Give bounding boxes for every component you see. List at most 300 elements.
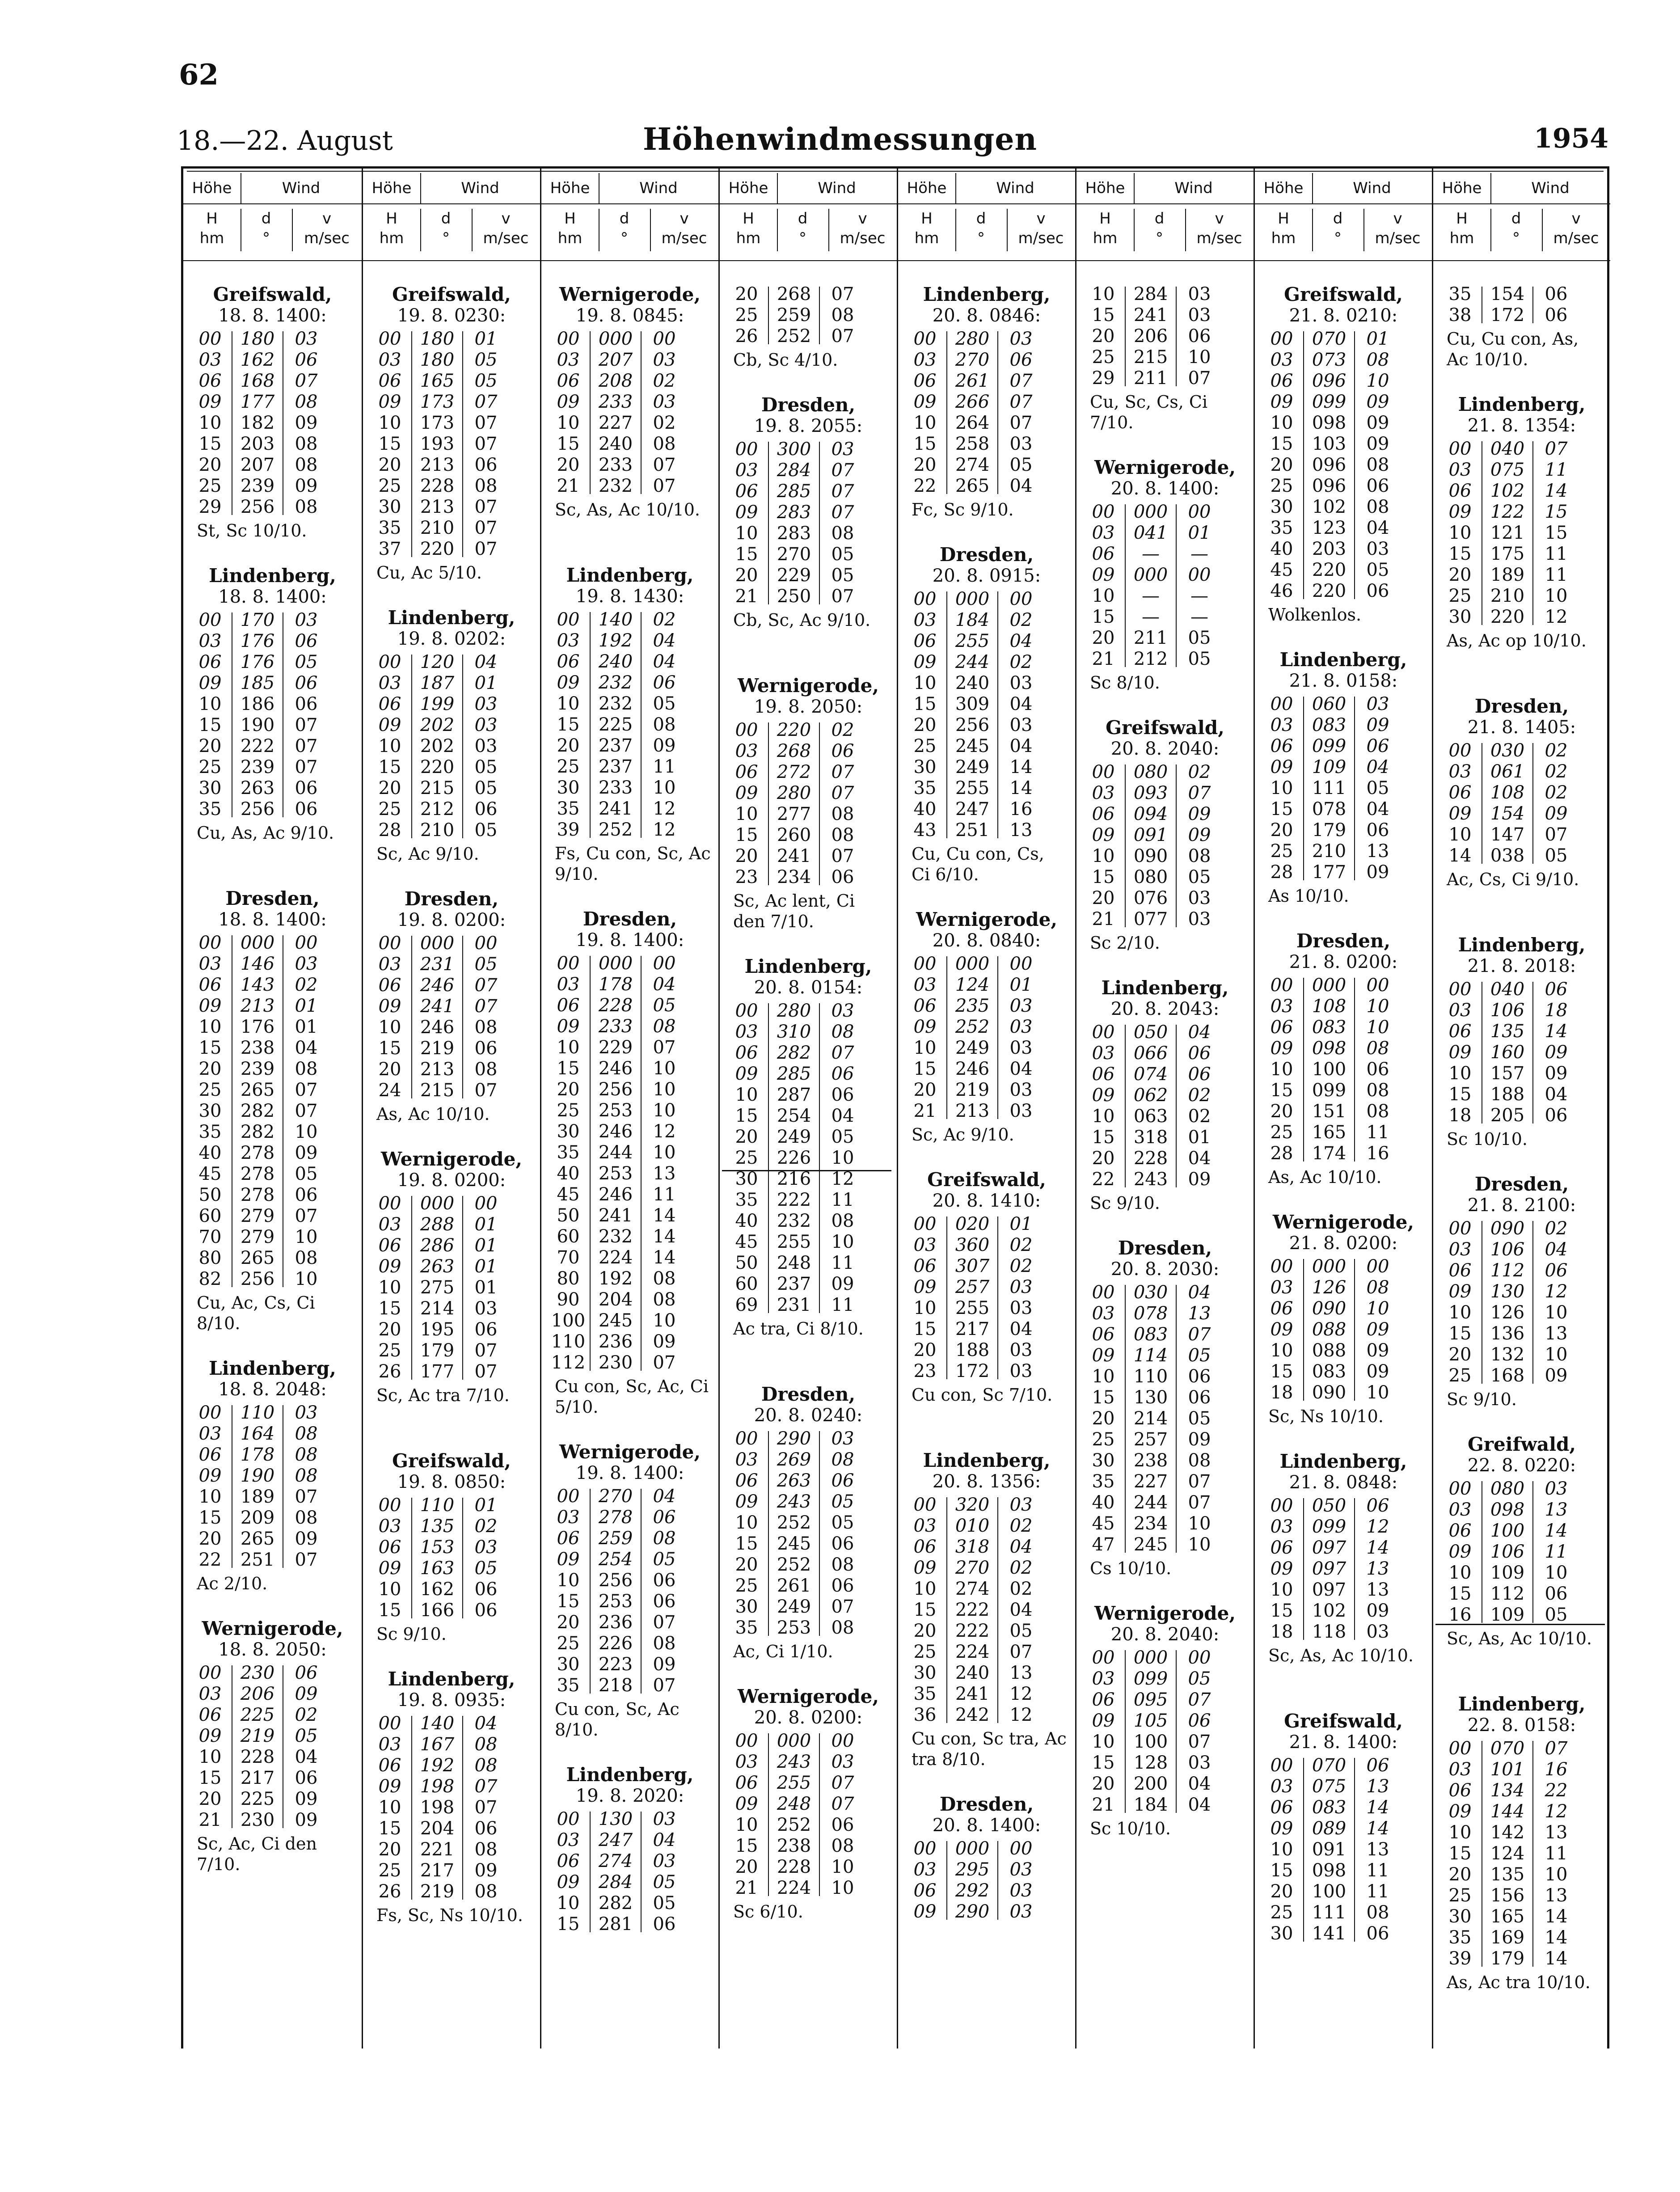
table-row (898, 1059, 1075, 1080)
height-hm: 09 (1092, 825, 1115, 845)
wind-speed: 03 (474, 1537, 498, 1558)
height-hm: 10 (378, 736, 401, 756)
wind-direction: 176 (240, 1017, 275, 1037)
height-hm: 15 (378, 1818, 401, 1839)
wind-speed: 00 (474, 1193, 498, 1214)
wind-direction: 165 (1312, 1122, 1347, 1143)
wind-speed: 07 (474, 413, 498, 433)
table-row (183, 1017, 362, 1038)
height-hm: 22 (913, 476, 937, 496)
table-row (1076, 649, 1254, 670)
header-v-unit (472, 209, 540, 251)
wind-direction: 255 (955, 778, 990, 798)
wind-direction: 256 (240, 1269, 275, 1289)
header-ms: m/sec (1553, 229, 1599, 247)
height-hm: 36 (913, 1705, 937, 1725)
wind-speed: 07 (831, 326, 854, 346)
wind-direction: 192 (420, 1755, 455, 1776)
wind-speed: 10 (295, 1122, 318, 1142)
wind-speed: 13 (1366, 1558, 1389, 1579)
header-hoehe: Höhe (1433, 173, 1491, 204)
wind-speed: 06 (1545, 1584, 1568, 1604)
cloud-observation: Ac, Cs, Ci 9/10. (1447, 870, 1579, 889)
wind-direction: 245 (598, 1310, 633, 1331)
wind-speed: 05 (1188, 1408, 1211, 1429)
header-ms: m/sec (304, 229, 350, 247)
height-hm: 25 (378, 799, 401, 819)
wind-speed: 13 (1545, 1323, 1568, 1344)
wind-direction: 078 (1312, 799, 1347, 819)
wind-speed: 09 (653, 1331, 676, 1352)
wind-speed: 03 (1009, 673, 1033, 693)
wind-direction: 320 (955, 1495, 990, 1515)
wind-speed: 10 (653, 1058, 676, 1079)
wind-direction: 236 (598, 1331, 633, 1352)
height-hm: 22 (198, 1550, 222, 1570)
height-hm: 10 (1270, 778, 1293, 798)
wind-speed: 10 (295, 1269, 318, 1289)
station-block (1433, 934, 1610, 1149)
height-hm: 21 (1092, 1795, 1115, 1815)
table-row (1255, 1923, 1432, 1944)
wind-direction: 198 (420, 1797, 455, 1818)
height-hm: 40 (198, 1143, 222, 1163)
wind-speed: 03 (1009, 1361, 1033, 1381)
height-hm: 30 (557, 1121, 580, 1142)
station-datetime: 22. 8. 0158: (1467, 1715, 1576, 1736)
height-hm: 00 (735, 1731, 758, 1751)
table-row (898, 1859, 1075, 1880)
table-row (1433, 1063, 1610, 1084)
header-deg: ° (621, 229, 628, 247)
wind-direction: 253 (598, 1591, 633, 1612)
wind-speed: 06 (1366, 820, 1389, 840)
wind-direction: 168 (1490, 1365, 1525, 1386)
height-hm: 15 (735, 1106, 758, 1126)
table-row (183, 1227, 362, 1248)
station-block (1433, 696, 1610, 890)
station-block (183, 284, 362, 541)
wind-speed: 13 (1366, 1776, 1389, 1797)
table-row (898, 413, 1075, 434)
table-row (1433, 1584, 1610, 1605)
wind-speed: 03 (653, 392, 676, 412)
height-hm: 35 (1270, 518, 1293, 538)
table-row (1255, 1776, 1432, 1797)
table-row (1076, 1345, 1254, 1366)
height-hm: 25 (198, 757, 222, 777)
wind-direction: 204 (598, 1289, 633, 1310)
wind-direction: 270 (955, 1558, 990, 1578)
column-header (363, 173, 540, 258)
table-row (363, 736, 540, 757)
station-block (541, 1441, 718, 1740)
wind-direction: 140 (420, 1713, 455, 1734)
cloud-observation: Cb, Sc, Ac 9/10. (733, 610, 871, 630)
height-hm: 10 (557, 1893, 580, 1913)
table-row (183, 1466, 362, 1487)
wind-speed: 03 (653, 1809, 676, 1829)
wind-direction: 143 (240, 975, 275, 995)
height-hm: 15 (1270, 1361, 1293, 1382)
height-hm: 18 (1270, 1382, 1293, 1403)
station-block (1076, 457, 1254, 693)
height-hm: 15 (378, 1600, 401, 1621)
wind-speed: 03 (831, 1752, 854, 1772)
height-hm: 06 (913, 996, 937, 1016)
height-hm: 03 (198, 350, 222, 370)
height-hm: 06 (913, 631, 937, 651)
wind-speed: 04 (1009, 1059, 1033, 1079)
station-name: Wernigerode, (737, 1685, 879, 1707)
height-hm: 15 (1448, 1323, 1472, 1344)
table-row (898, 778, 1075, 799)
wind-direction: 222 (955, 1600, 990, 1620)
height-hm: 15 (378, 1298, 401, 1319)
wind-direction: 233 (598, 777, 633, 798)
station-name: Lindenberg, (1458, 934, 1586, 956)
wind-direction: 222 (777, 1190, 811, 1210)
height-hm: 06 (378, 1235, 401, 1256)
wind-direction: 168 (240, 371, 275, 391)
height-hm: 10 (735, 1512, 758, 1533)
wind-speed: 07 (1188, 368, 1211, 389)
height-hm: 10 (557, 1037, 580, 1058)
table-row (720, 1428, 897, 1449)
wind-speed: 06 (831, 1533, 854, 1554)
wind-direction: 076 (1133, 888, 1168, 908)
wind-speed: 07 (474, 1080, 498, 1101)
wind-direction: 102 (1490, 481, 1525, 501)
station-name: Lindenberg, (923, 283, 1051, 305)
station-datetime: 20. 8. 1356: (932, 1471, 1041, 1492)
wind-direction: 210 (1312, 841, 1347, 862)
height-hm: 20 (1092, 628, 1115, 648)
table-row (1076, 1429, 1254, 1450)
wind-speed: 09 (474, 1860, 498, 1881)
table-row (1433, 460, 1610, 481)
table-row (363, 1059, 540, 1080)
cloud-observation: As, Ac tra 10/10. (1447, 1972, 1591, 1992)
wind-direction: 300 (777, 439, 811, 460)
wind-direction: 040 (1490, 979, 1525, 1000)
table-row (183, 497, 362, 518)
wind-direction: 250 (777, 586, 811, 607)
height-hm: 10 (198, 694, 222, 714)
wind-direction: 100 (1490, 1520, 1525, 1541)
height-hm: 10 (1092, 586, 1115, 606)
wind-speed: 14 (1545, 481, 1568, 501)
table-row (363, 694, 540, 715)
table-row (541, 1121, 718, 1142)
table-row (363, 778, 540, 799)
wind-speed: 11 (831, 1253, 854, 1273)
height-hm: 00 (913, 1838, 937, 1859)
wind-direction: 284 (777, 460, 811, 481)
wind-speed: 02 (1009, 1579, 1033, 1599)
wind-direction: 135 (1490, 1864, 1525, 1885)
table-row (541, 1100, 718, 1121)
station-rows (1433, 284, 1610, 326)
table-row (720, 284, 897, 305)
wind-direction: 307 (955, 1256, 990, 1276)
wind-speed: 09 (295, 1789, 318, 1809)
table-row (720, 846, 897, 867)
wind-direction: 245 (955, 736, 990, 756)
wind-direction: 106 (1490, 1000, 1525, 1021)
column-header (541, 173, 718, 258)
wind-direction: 228 (240, 1747, 275, 1767)
wind-direction: 233 (598, 455, 633, 475)
header-d-unit (777, 209, 829, 251)
wind-direction: 099 (1312, 392, 1347, 412)
wind-direction: 223 (598, 1654, 633, 1675)
wind-direction: 283 (777, 502, 811, 523)
wind-speed: 01 (1188, 523, 1211, 543)
wind-speed: 04 (1366, 518, 1389, 538)
wind-speed: 06 (295, 673, 318, 693)
station-block (1433, 284, 1610, 370)
height-hm: 14 (1448, 845, 1472, 866)
table-row (541, 735, 718, 756)
height-hm: 09 (735, 1064, 758, 1084)
header-ms: m/sec (661, 229, 707, 247)
station-rows (541, 1486, 718, 1696)
wind-speed: 05 (831, 565, 854, 586)
height-hm: 25 (1270, 476, 1293, 496)
table-row (720, 544, 897, 565)
wind-speed: 04 (1188, 1148, 1211, 1169)
wind-speed: 09 (295, 1529, 318, 1549)
table-row (898, 631, 1075, 652)
wind-speed: 04 (1366, 757, 1389, 777)
table-row (720, 741, 897, 762)
station-datetime: 21. 8. 1405: (1467, 717, 1576, 738)
station-datetime: 20. 8. 0915: (932, 566, 1041, 586)
wind-speed: 01 (1009, 975, 1033, 995)
cloud-observation: Fc, Sc 9/10. (912, 500, 1014, 519)
wind-speed: 07 (831, 762, 854, 782)
table-row (183, 1402, 362, 1423)
header-h-unit (541, 209, 599, 251)
wind-direction: 243 (777, 1491, 811, 1512)
table-row (898, 652, 1075, 673)
table-column (1254, 169, 1432, 2048)
wind-speed: 02 (1188, 762, 1211, 782)
wind-direction: 220 (777, 720, 811, 740)
header-h-unit (898, 209, 956, 251)
table-row (1433, 1021, 1610, 1042)
wind-direction: 097 (1312, 1558, 1347, 1579)
wind-speed: 08 (831, 804, 854, 824)
height-hm: 06 (557, 651, 580, 672)
wind-speed: 01 (474, 1235, 498, 1256)
wind-speed: 08 (295, 1059, 318, 1079)
table-row (363, 1713, 540, 1734)
wind-speed: 04 (1188, 1022, 1211, 1043)
wind-direction: 206 (1133, 326, 1168, 346)
cloud-observation: Ac, Ci 1/10. (733, 1642, 833, 1661)
height-hm: 21 (735, 1878, 758, 1898)
wind-direction: 284 (1133, 284, 1168, 304)
wind-direction: 099 (1312, 1080, 1347, 1101)
height-hm: 03 (1270, 1516, 1293, 1537)
header-deg: ° (1156, 229, 1163, 247)
station-rows (363, 1495, 540, 1621)
station-datetime: 19. 8. 1400: (575, 930, 684, 950)
wind-speed: 07 (831, 1043, 854, 1063)
table-row (1433, 1499, 1610, 1520)
height-hm: 03 (735, 460, 758, 481)
wind-speed: 06 (295, 631, 318, 651)
wind-speed: 11 (831, 1295, 854, 1315)
table-row (720, 1533, 897, 1554)
wind-speed: 05 (831, 1491, 854, 1512)
table-row (720, 305, 897, 326)
table-row (1255, 1580, 1432, 1601)
wind-direction: 090 (1312, 1298, 1347, 1319)
wind-speed: 04 (1009, 694, 1033, 714)
height-hm: 09 (1448, 502, 1472, 522)
cloud-observation: Sc, As, Ac 10/10. (1447, 1629, 1592, 1648)
wind-speed: 06 (1366, 1495, 1389, 1516)
wind-direction: 222 (955, 1621, 990, 1641)
height-hm: 00 (913, 329, 937, 349)
height-hm: 06 (557, 995, 580, 1016)
station-rows (1255, 329, 1432, 602)
height-hm: 03 (1092, 783, 1115, 803)
wind-direction: 114 (1133, 1345, 1168, 1366)
wind-direction: 188 (1490, 1084, 1525, 1105)
table-row (183, 1810, 362, 1831)
header-d: d (1154, 210, 1165, 228)
height-hm: 25 (1270, 841, 1293, 862)
height-hm: 15 (198, 434, 222, 454)
height-hm: 09 (913, 652, 937, 672)
header-hm: hm (1271, 229, 1296, 247)
wind-direction: 179 (1490, 1948, 1525, 1969)
wind-speed: 07 (474, 975, 498, 996)
wind-direction: 241 (598, 1205, 633, 1226)
station-datetime: 19. 8. 0845: (575, 305, 684, 326)
table-row (541, 1633, 718, 1654)
wind-direction: 099 (1312, 736, 1347, 756)
height-hm: 20 (1448, 1344, 1472, 1365)
wind-direction: 228 (777, 1857, 811, 1877)
table-row (363, 954, 540, 975)
table-row (363, 350, 540, 371)
height-hm: 06 (913, 1880, 937, 1901)
table-row (1076, 1022, 1254, 1043)
wind-direction: 088 (1312, 1340, 1347, 1361)
table-row (1255, 1601, 1432, 1622)
table-row (1076, 326, 1254, 347)
height-hm: 03 (913, 975, 937, 995)
wind-direction: 259 (598, 1528, 633, 1549)
table-row (720, 867, 897, 888)
station-datetime: 19. 8. 0200: (397, 910, 506, 930)
height-hm: 10 (198, 413, 222, 433)
station-rows (363, 329, 540, 560)
station-block (1076, 717, 1254, 953)
height-hm: 25 (557, 1100, 580, 1121)
header-v: v (680, 210, 689, 228)
station-block (541, 908, 718, 1417)
wind-direction: 211 (1133, 368, 1168, 389)
table-row (541, 1528, 718, 1549)
measurement-table (181, 166, 1609, 2048)
wind-direction: 083 (1312, 1361, 1347, 1382)
height-hm: 30 (198, 1101, 222, 1121)
header-separator (183, 260, 362, 261)
header-v-unit (828, 209, 897, 251)
table-row (541, 455, 718, 476)
table-row (898, 1038, 1075, 1059)
wind-speed: 00 (653, 329, 676, 349)
height-hm: 45 (557, 1184, 580, 1205)
wind-direction: 226 (777, 1148, 811, 1168)
wind-speed: 05 (1188, 867, 1211, 887)
table-row (898, 1214, 1075, 1235)
cloud-observation: Cu, Ac, Cs, Ci 8/10. (197, 1293, 321, 1333)
wind-speed: 08 (1366, 1902, 1389, 1923)
height-hm: 06 (913, 1537, 937, 1557)
cloud-observation: As 10/10. (1268, 886, 1349, 906)
wind-direction: 282 (240, 1101, 275, 1121)
station-name: Greifswald, (1284, 283, 1403, 305)
height-hm: 09 (1448, 1801, 1472, 1822)
height-hm: 03 (1270, 715, 1293, 735)
wind-direction: 096 (1312, 476, 1347, 496)
table-row (898, 589, 1075, 610)
wind-direction: 235 (955, 996, 990, 1016)
height-hm: 15 (1092, 867, 1115, 887)
wind-direction: 030 (1133, 1282, 1168, 1303)
height-hm: 00 (1270, 694, 1293, 714)
wind-direction: — (1142, 586, 1160, 606)
height-hm: 15 (1270, 434, 1293, 454)
wind-direction: 154 (1490, 803, 1525, 824)
wind-speed: 00 (1366, 975, 1389, 996)
table-row (541, 1809, 718, 1830)
wind-speed: 12 (653, 1121, 676, 1142)
wind-direction: 109 (1312, 757, 1347, 777)
table-row (720, 502, 897, 523)
height-hm: 21 (735, 586, 758, 607)
wind-speed: 12 (1009, 1705, 1033, 1725)
wind-direction: 000 (955, 1838, 990, 1859)
station-name: Dresden, (1118, 1237, 1212, 1259)
height-hm: 06 (198, 1444, 222, 1465)
wind-speed: 03 (295, 610, 318, 630)
wind-speed: 10 (1188, 347, 1211, 367)
wind-direction: 246 (598, 1058, 633, 1079)
table-row (1076, 846, 1254, 867)
header-d: d (261, 210, 271, 228)
height-hm: 25 (1448, 586, 1472, 606)
station-block (1255, 1711, 1432, 1944)
table-row (1076, 502, 1254, 523)
height-hm: 24 (378, 1080, 401, 1101)
station-datetime: 20. 8. 0154: (754, 977, 863, 998)
height-hm: 03 (557, 1830, 580, 1850)
station-rows (1433, 979, 1610, 1126)
wind-direction: 160 (1490, 1042, 1525, 1063)
table-row (363, 1080, 540, 1101)
header-d-unit (420, 209, 473, 251)
station-name: Wernigerode, (737, 675, 879, 697)
wind-speed: 03 (295, 329, 318, 349)
